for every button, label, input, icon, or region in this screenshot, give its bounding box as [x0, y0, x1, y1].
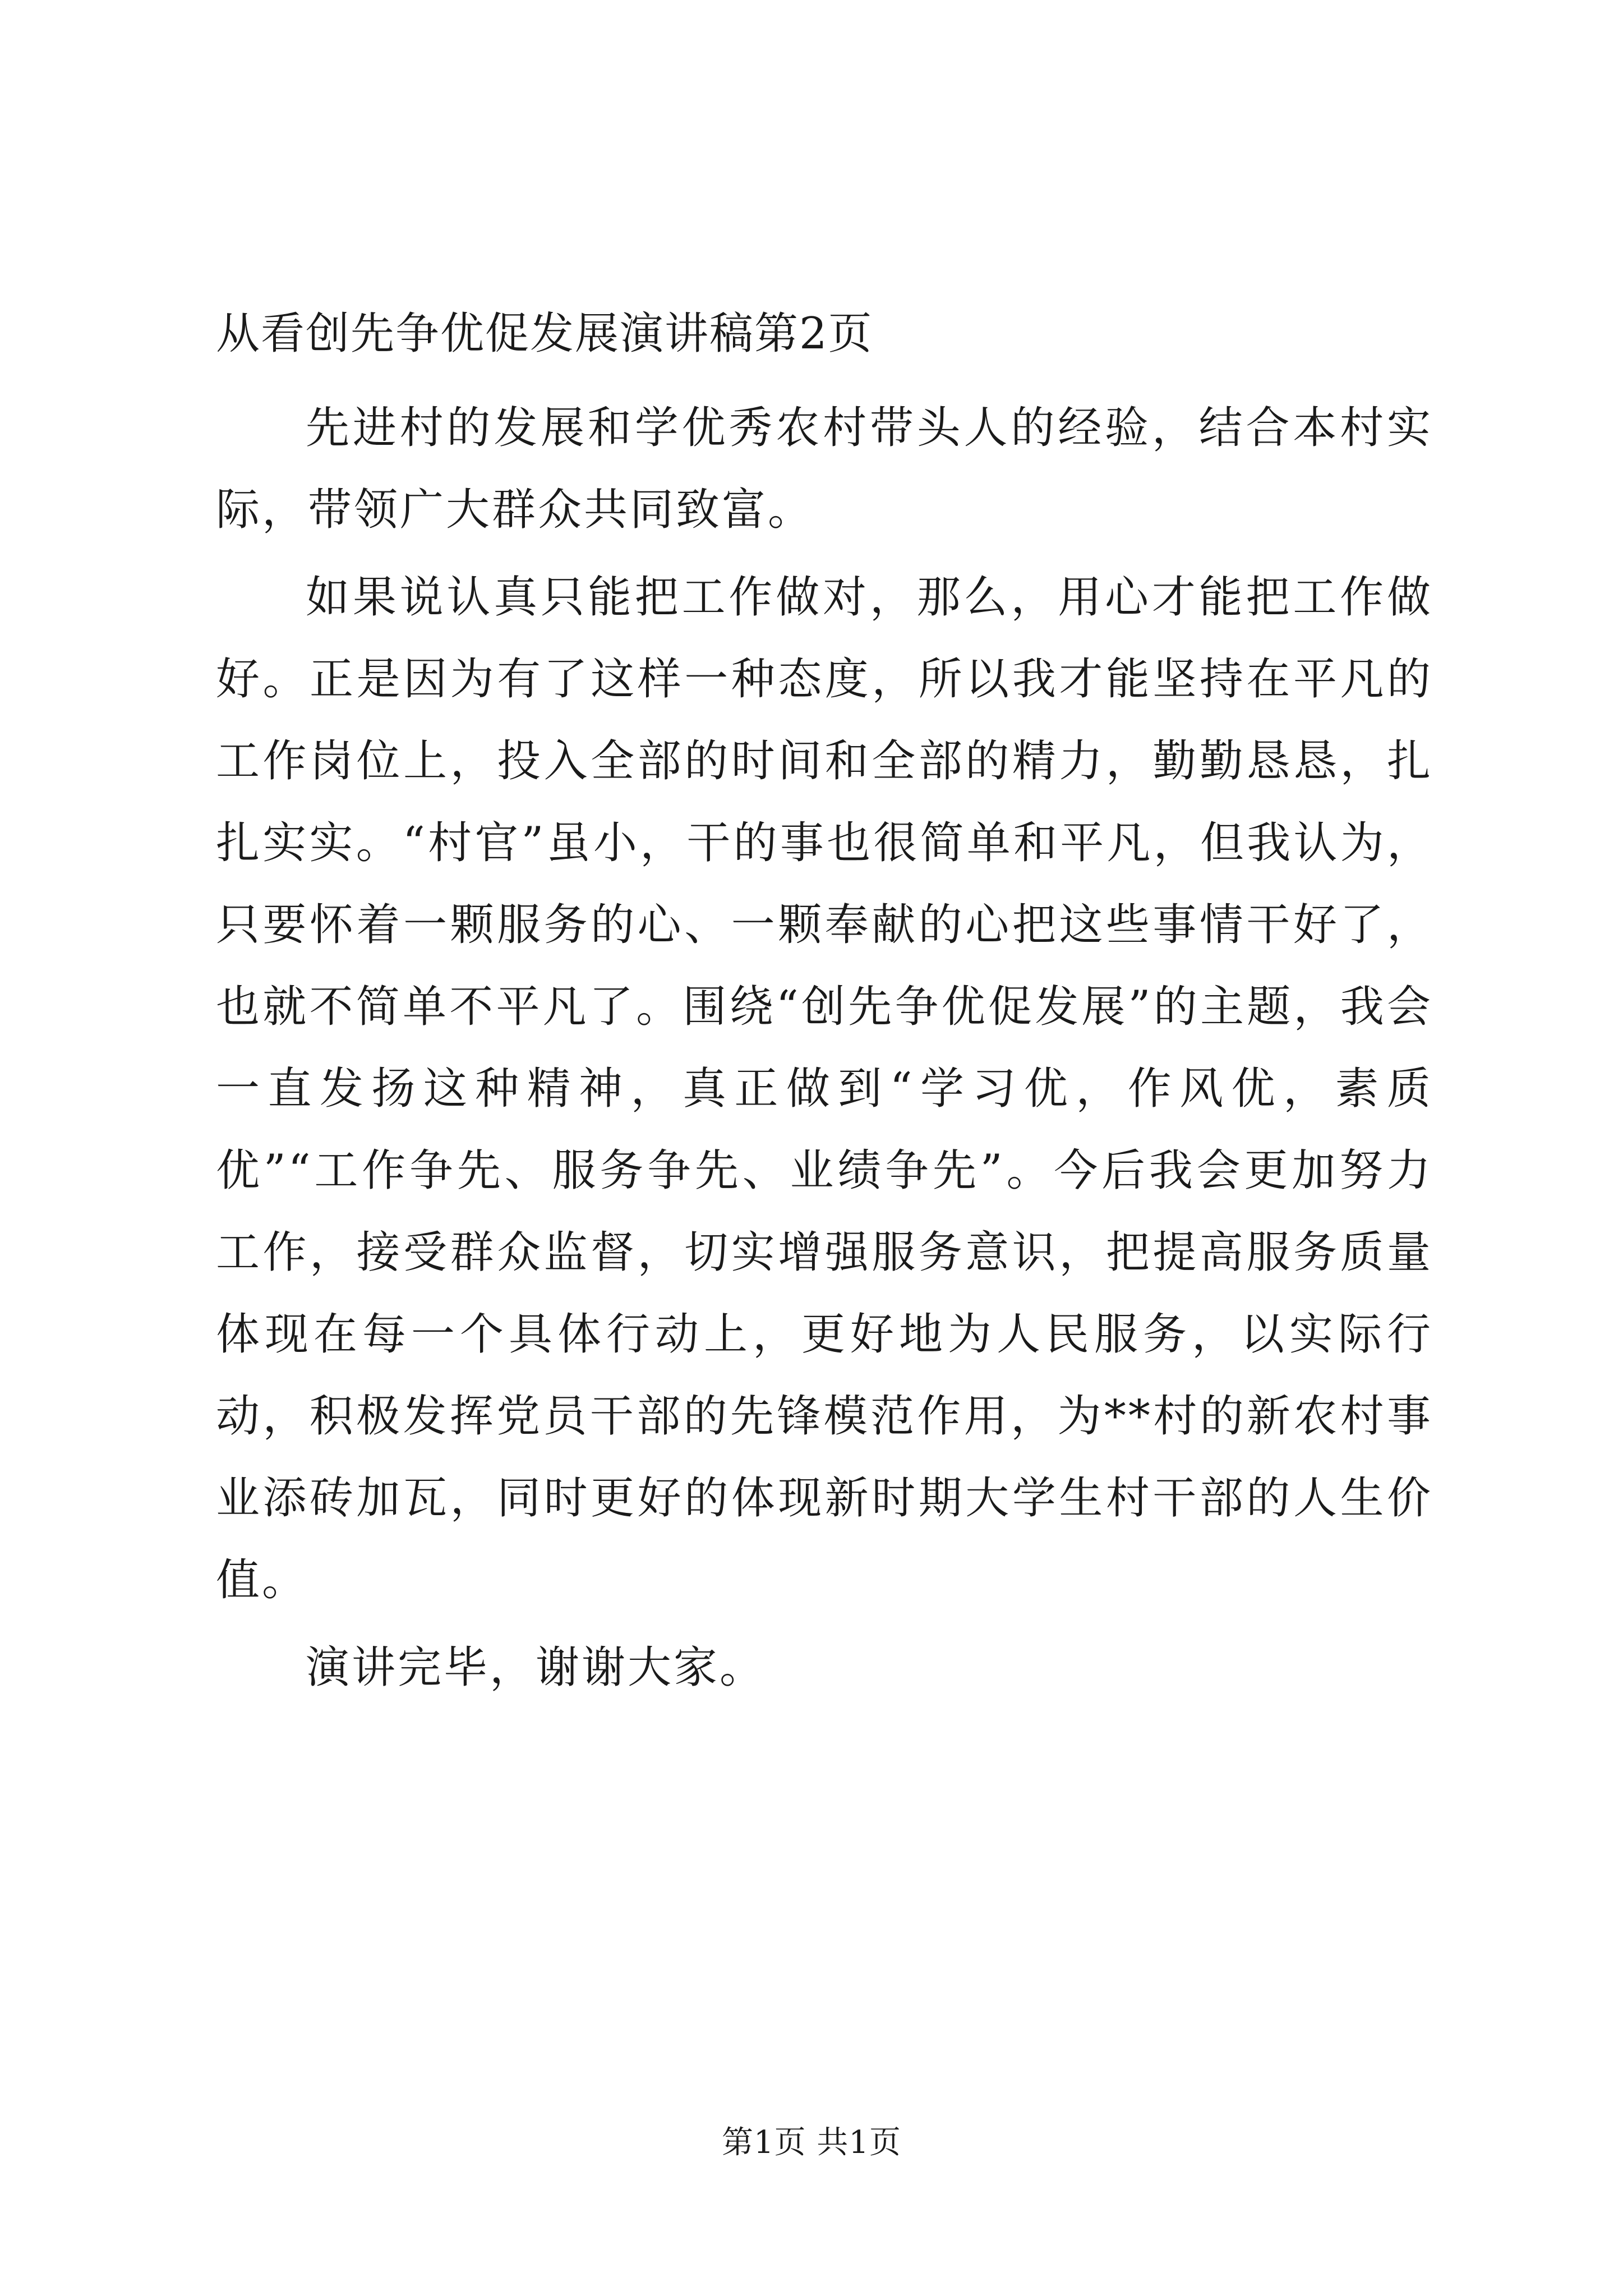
paragraph-3: 演讲完毕，谢谢大家。	[306, 1642, 766, 1693]
document-title: 从看创先争优促发展演讲稿第2页	[216, 309, 873, 359]
paragraph-1: 先进村的发展和学优秀农村带头人的经验，结合本村实际，带领广大群众共同致富。	[216, 403, 1433, 535]
document-body	[216, 387, 1433, 1714]
page-footer: 第1页 共1页	[721, 2124, 902, 2161]
paragraph-2: 如果说认真只能把工作做对，那么，用心才能把工作做好。正是因为有了这样一种态度，所以我才能坚持在平凡的工作岗位上，投入全部的时间和全部的精力，勤勤恳恳，扎扎实实。“村官”虽小，干的事也很简单和平凡，但我认为，只要怀着一颗服务的心、一颗奉献的心把这些事情干好了，也就不简单不平凡了。围绕“创先争优促发展”的主题，我会一直发扬这种精神，真正做到“学习优，作风优，素质优”“工作争先、服务争先、业绩争先”。今后我会更加努力工作，接受群众监督，切实增强服务意识，把提高服务质量体现在每一个具体行动上，更好地为人民服务，以实际行动，积极发挥党员干部的先锋模范作用，为**村的新农村事业添砖加瓦，同时更好的体现新时期大学生村干部的人生价值。	[216, 572, 1433, 1605]
